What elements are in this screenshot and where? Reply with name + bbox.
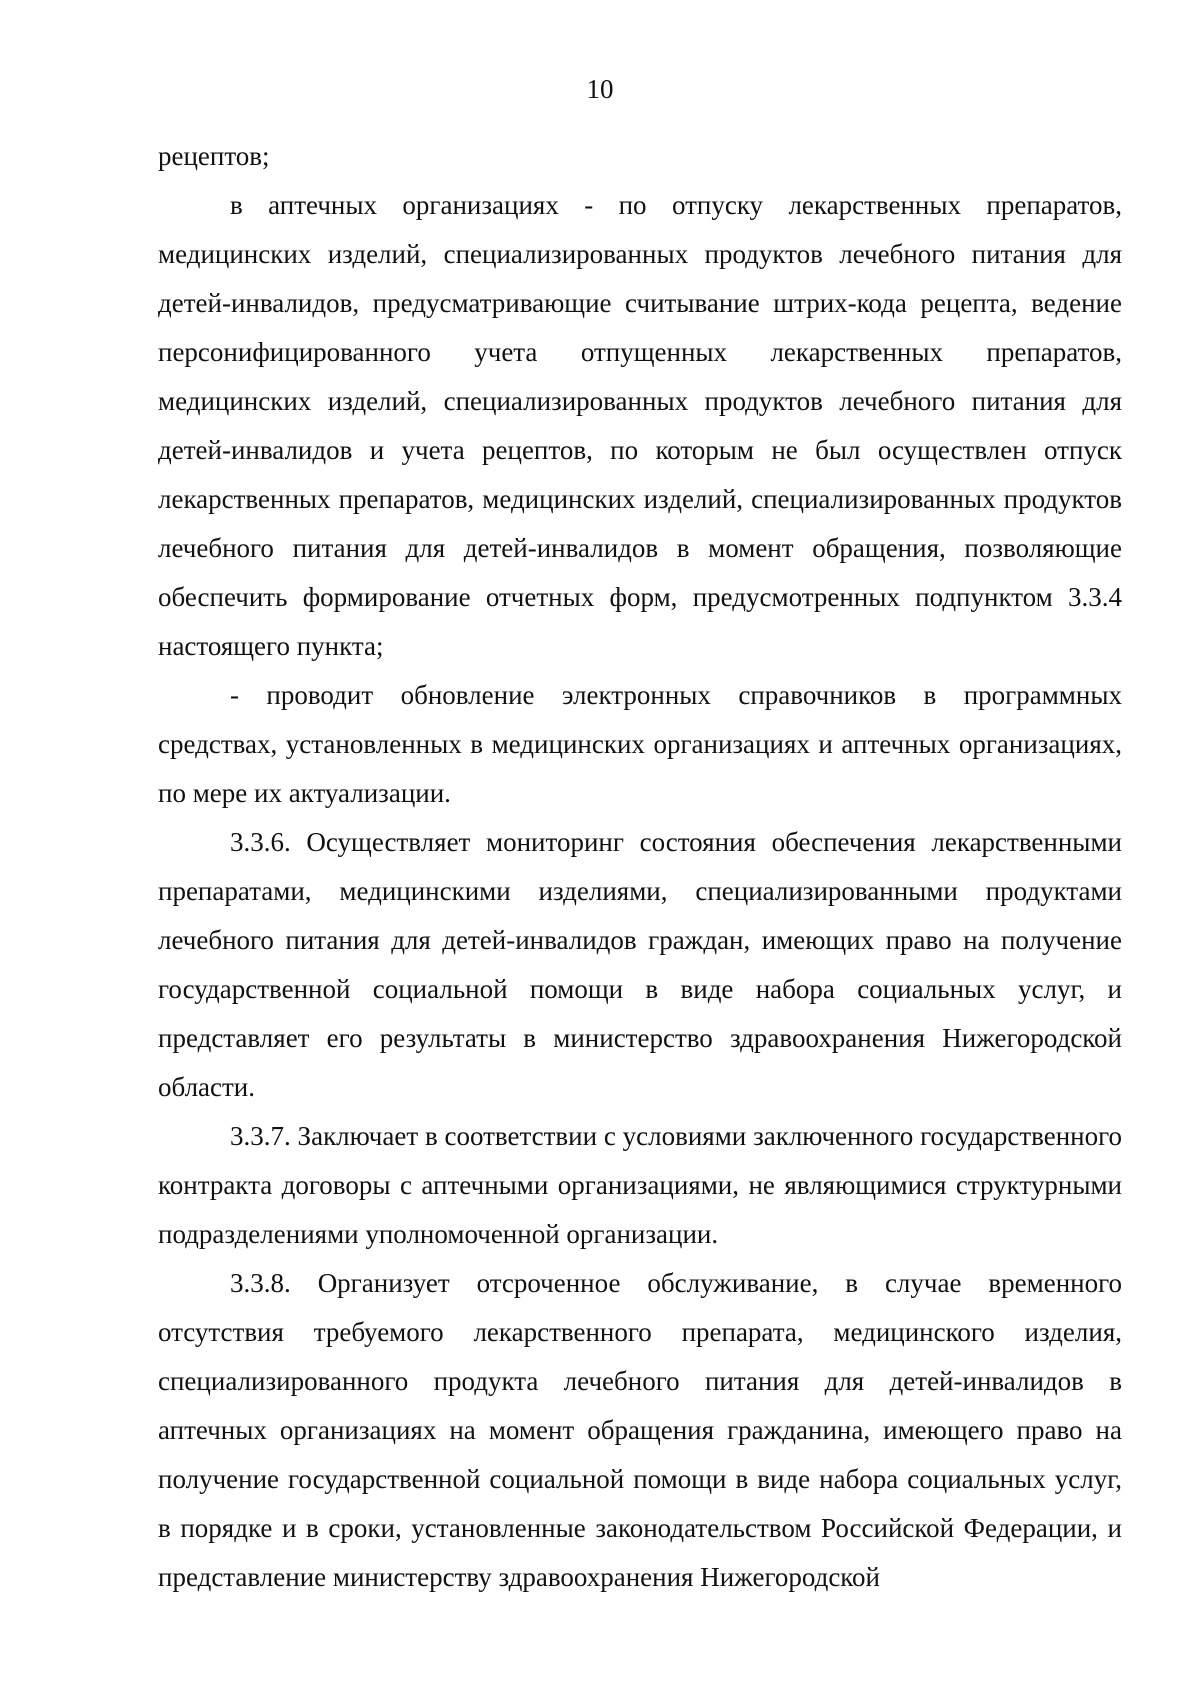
paragraph-3-3-8: 3.3.8. Организует отсроченное обслуживание, в случае временного отсутствия требуемого лекарственного препарата, медицинского изделия, специализированного продукта лечебного питания для детей-инвалидов в аптечных организациях на момент обращения гражданина, имеющего право на получение государственной социальной помощи в виде набора социальных услуг, в порядке и в сроки, установленные законодательством Российской Федерации, и представление министерству здравоохранения Нижегородской: [158, 1268, 1122, 1592]
paragraph-continuation: рецептов;: [158, 141, 270, 171]
paragraph-3-3-7: 3.3.7. Заключает в соответствии с условиями заключенного государственного контракта договоры с аптечными организациями, не являющимися структурными подразделениями уполномоченной организации.: [158, 1121, 1122, 1249]
paragraph-3-3-6: 3.3.6. Осуществляет мониторинг состояния обеспечения лекарственными препаратами, медицинскими изделиями, специализированными продуктами лечебного питания для детей-инвалидов граждан, имеющих право на получение государственной социальной помощи в виде набора социальных услуг, и представляет его результаты в министерство здравоохранения Нижегородской области.: [158, 827, 1122, 1102]
document-body: [158, 132, 1122, 1602]
paragraph-pharmacy-software: в аптечных организациях - по отпуску лекарственных препаратов, медицинских изделий, специализированных продуктов лечебного питания для детей-инвалидов, предусматривающие считывание штрих-кода рецепта, ведение персонифицированного учета отпущенных лекарственных препаратов, медицинских изделий, специализированных продуктов лечебного питания для детей-инвалидов и учета рецептов, по которым не был осуществлен отпуск лекарственных препаратов, медицинских изделий, специализированных продуктов лечебного питания для детей-инвалидов в момент обращения, позволяющие обеспечить формирование отчетных форм, предусмотренных подпунктом 3.3.4 настоящего пункта;: [158, 190, 1122, 661]
paragraph-directory-update: - проводит обновление электронных справочников в программных средствах, установленных в медицинских организациях и аптечных организациях, по мере их актуализации.: [158, 680, 1122, 808]
page-number: 10: [586, 74, 614, 104]
